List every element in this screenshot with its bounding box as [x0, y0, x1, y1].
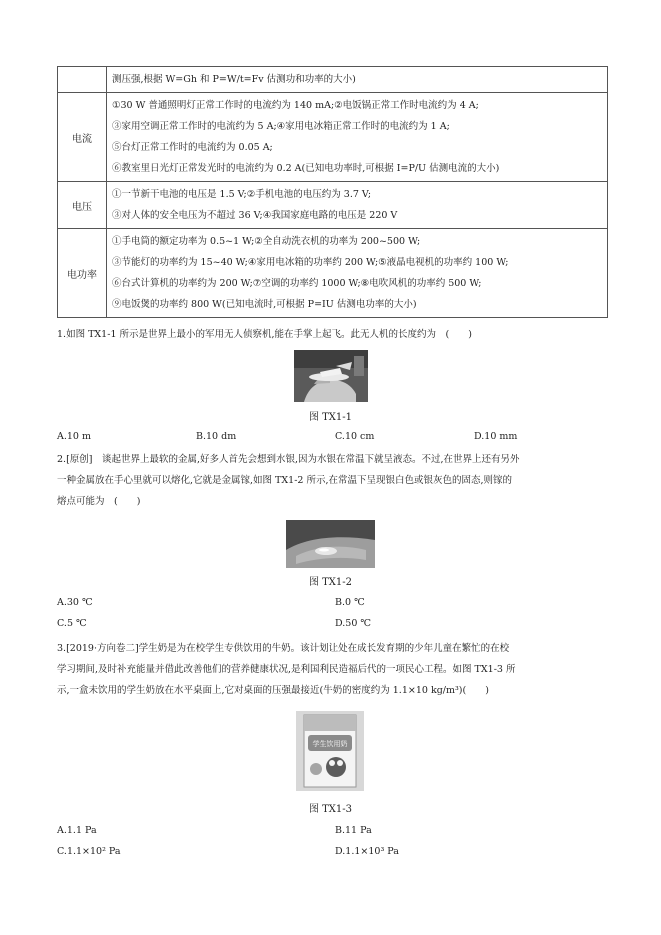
figure-caption-tx1-2: 图 TX1-2 [308, 577, 353, 588]
drone-on-hand-image [294, 350, 368, 402]
q3-option-c[interactable]: C.1.1×10² Pa [57, 846, 121, 857]
q2-option-c[interactable]: C.5 ℃ [57, 618, 87, 629]
row-label-current: 电流 [58, 93, 107, 182]
student-milk-box-image [296, 711, 364, 791]
q3-line: 示,一盒未饮用的学生奶放在水平桌面上,它对桌面的压强最接近(牛奶的密度约为 1.1×10 kg/m³)( ) [57, 685, 489, 696]
question-2-text [57, 449, 617, 512]
q2-line: 2.[原创] 谈起世界上最软的金属,好多人首先会想到水银,因为水银在常温下就呈液态。不过,在世界上还有另外 [57, 454, 520, 465]
q1-option-a[interactable]: A.10 m [57, 431, 91, 442]
table-row-power [58, 229, 608, 318]
milk-box-label: 学生饮用奶 [312, 740, 348, 748]
question-3-text [57, 638, 617, 701]
figure-caption-tx1-3: 图 TX1-3 [308, 804, 353, 815]
q1-option-c[interactable]: C.10 cm [335, 431, 375, 442]
table-line: ⑤台灯正常工作时的电流约为 0.05 A; [112, 142, 273, 153]
question-1-text: 1.如图 TX1-1 所示是世界上最小的军用无人侦察机,能在手掌上起飞。此无人机的长度约为 ( ) [57, 329, 472, 340]
table-line: ①一节新干电池的电压是 1.5 V;②手机电池的电压约为 3.7 V; [112, 189, 372, 200]
gallium-photo [286, 520, 375, 568]
q2-option-a[interactable]: A.30 ℃ [57, 597, 93, 608]
q1-option-b[interactable]: B.10 dm [196, 431, 237, 442]
q3-option-a[interactable]: A.1.1 Pa [57, 825, 97, 836]
table-line: ③家用空调正常工作时的电流约为 5 A;④家用电冰箱正常工作时的电流约为 1 A; [112, 121, 450, 132]
drone-photo [294, 350, 368, 402]
table-line: ③节能灯的功率约为 15~40 W;④家用电冰箱的功率约 200 W;⑤液晶电视机的功率约 100 W; [112, 257, 509, 268]
table-line: 测压强,根据 W=Gh 和 P=W/t=Fv 估测功和功率的大小) [112, 74, 356, 85]
table-line: ⑥教室里日光灯正常发光时的电流约为 0.2 A(已知电功率时,可根据 I=P/U 估测电流的大小) [112, 163, 500, 174]
q1-option-d[interactable]: D.10 mm [474, 431, 518, 442]
q3-line: 学习期间,及时补充能量并借此改善他们的营养健康状况,是利国利民造福后代的一项民心工程。如图 TX1-3 所 [57, 664, 516, 675]
q2-option-b[interactable]: B.0 ℃ [335, 597, 365, 608]
row-label-voltage: 电压 [58, 182, 107, 229]
table-line: ③对人体的安全电压为不超过 36 V;④我国家庭电路的电压是 220 V [112, 210, 398, 221]
row-label [58, 67, 107, 93]
row-content [107, 67, 608, 93]
row-content [107, 182, 608, 229]
row-content [107, 93, 608, 182]
q2-line: 熔点可能为 ( ) [57, 496, 141, 507]
row-label-power: 电功率 [58, 229, 107, 318]
table-line: ①手电筒的额定功率为 0.5~1 W;②全自动洗衣机的功率为 200~500 W; [112, 236, 421, 247]
table-line: ⑥台式计算机的功率约为 200 W;⑦空调的功率约 1000 W;⑧电吹风机的功率约 500 W; [112, 278, 482, 289]
q3-option-b[interactable]: B.11 Pa [335, 825, 372, 836]
table-row-continuation [58, 67, 608, 93]
table-row-voltage [58, 182, 608, 229]
estimation-table [57, 66, 608, 318]
gallium-in-hand-image [286, 520, 375, 568]
table-row-current [58, 93, 608, 182]
figure-caption-tx1-1: 图 TX1-1 [308, 412, 353, 423]
q2-line: 一种金属放在手心里就可以熔化,它就是金属镓,如图 TX1-2 所示,在常温下呈现银白色或银灰色的固态,则镓的 [57, 475, 513, 486]
q3-line: 3.[2019·方向卷二]学生奶是为在校学生专供饮用的牛奶。该计划让处在成长发育期的少年儿童在繁忙的在校 [57, 643, 510, 654]
table-line: ①30 W 普通照明灯正常工作时的电流约为 140 mA;②电饭锅正常工作时电流约为 4 A; [112, 100, 479, 111]
milk-box-photo [296, 711, 364, 791]
table-line: ⑨电饭煲的功率约 800 W(已知电流时,可根据 P=IU 估测电功率的大小) [112, 299, 417, 310]
q2-option-d[interactable]: D.50 ℃ [335, 618, 372, 629]
q3-option-d[interactable]: D.1.1×10³ Pa [335, 846, 399, 857]
row-content [107, 229, 608, 318]
